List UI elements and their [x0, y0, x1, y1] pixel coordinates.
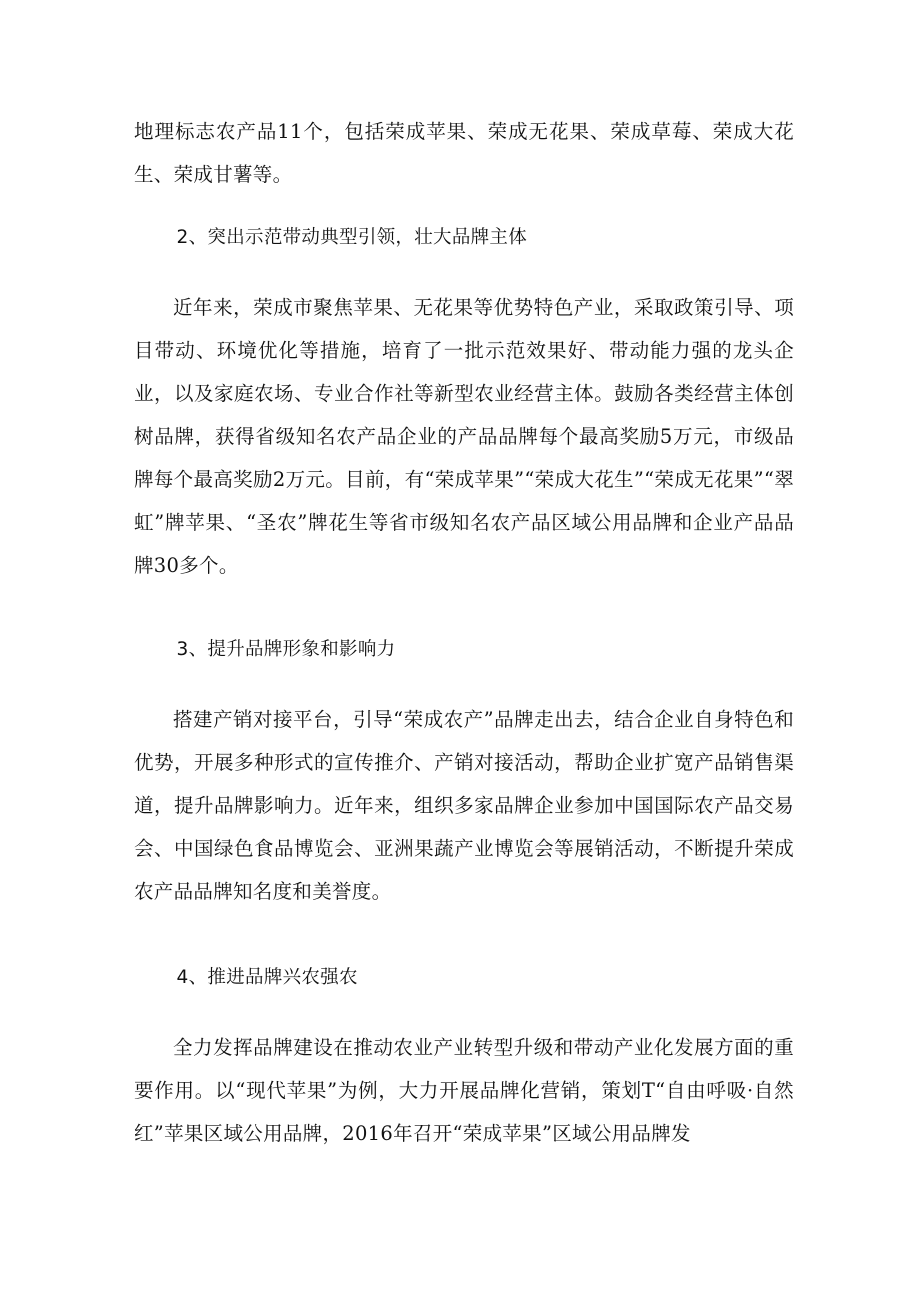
paragraph-brand-influence [134, 698, 794, 913]
heading-text: 4、推进品牌兴农强农 [176, 967, 358, 988]
paragraph-continued-geo-indication [134, 110, 794, 196]
paragraph-text: 地理标志农产品11个，包括荣成苹果、荣成无花果、荣成草莓、荣成大花生、荣成甘薯等。 [134, 120, 794, 186]
heading-text: 2、突出示范带动典型引领，壮大品牌主体 [176, 227, 528, 248]
paragraph-brand-agriculture [134, 1026, 794, 1155]
paragraph-brand-subjects [134, 286, 794, 587]
section-heading-3 [134, 628, 794, 671]
paragraph-text: 搭建产销对接平台，引导“荣成农产”品牌走出去，结合企业自身特色和优势，开展多种形式的宣传推介、产销对接活动，帮助企业扩宽产品销售渠道，提升品牌影响力。近年来，组织多家品牌企业参加中国国际农产品交易会、中国绿色食品博览会、亚洲果蔬产业博览会等展销活动，不断提升荣成农产品品牌知名度和美誉度。 [134, 708, 794, 903]
section-heading-4 [134, 956, 794, 999]
heading-text: 3、提升品牌形象和影响力 [176, 639, 396, 660]
section-heading-2 [134, 216, 794, 259]
paragraph-text: 全力发挥品牌建设在推动农业产业转型升级和带动产业化发展方面的重要作用。以“现代苹果”为例，大力开展品牌化营销，策划T“自由呼吸·自然红”苹果区域公用品牌，2016年召开“荣成苹果”区域公用品牌发 [134, 1036, 794, 1145]
paragraph-text: 近年来，荣成市聚焦苹果、无花果等优势特色产业，采取政策引导、项目带动、环境优化等措施，培育了一批示范效果好、带动能力强的龙头企业，以及家庭农场、专业合作社等新型农业经营主体。鼓励各类经营主体创树品牌，获得省级知名农产品企业的产品品牌每个最高奖励5万元，市级品牌每个最高奖励2万元。目前，有“荣成苹果”“荣成大花生”“荣成无花果”“翠虹”牌苹果、“圣农”牌花生等省市级知名农产品区域公用品牌和企业产品品牌30多个。 [134, 296, 794, 577]
